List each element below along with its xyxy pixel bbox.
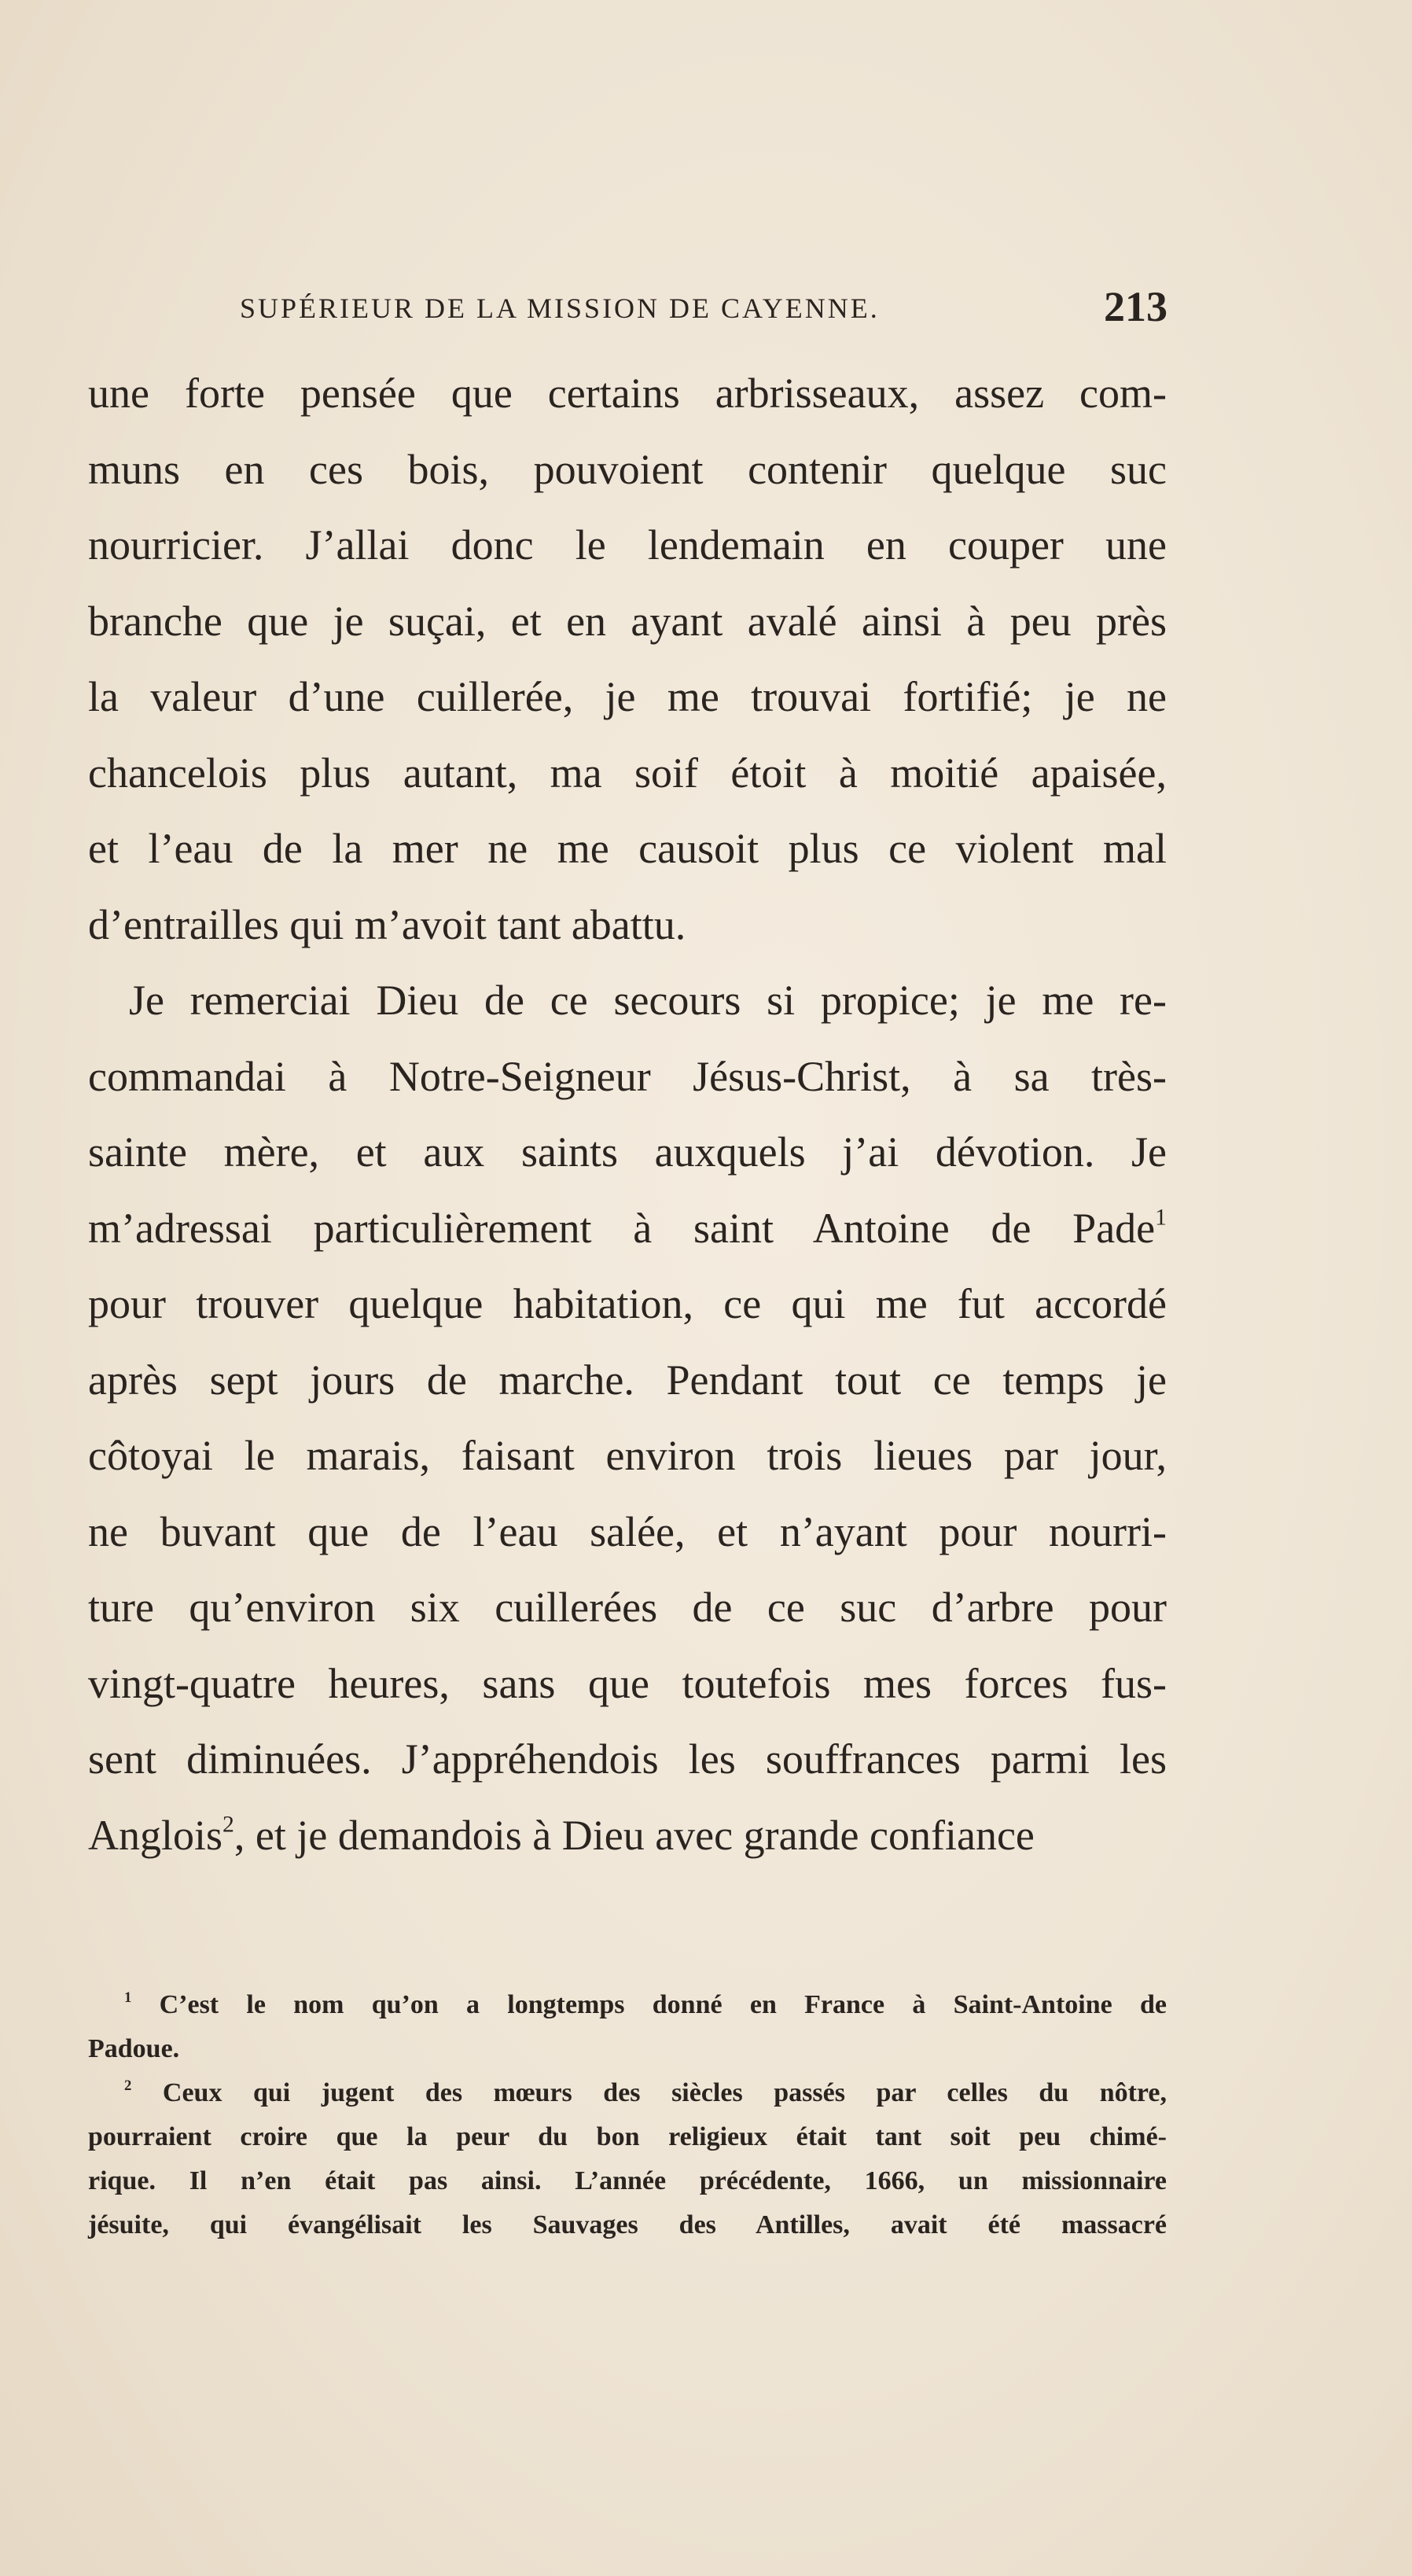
text-line: et l’eau de la mer ne me causoit plus ce violent mal — [88, 825, 1167, 872]
running-head: SUPÉRIEUR DE LA MISSION DE CAYENNE. — [240, 293, 880, 324]
text-line: nourricier. J’allai donc le lendemain en couper une — [88, 521, 1167, 569]
text-line: la valeur d’une cuillerée, je me trouvai fortifié; je ne — [88, 673, 1167, 720]
page-header — [240, 283, 1167, 342]
text-line: muns en ces bois, pouvoient contenir quelque suc — [88, 445, 1167, 493]
page-number: 213 — [1104, 283, 1167, 330]
text-line — [88, 1798, 1167, 1874]
text-line: branche que je suçai, et en ayant avalé ainsi à peu près — [88, 597, 1167, 645]
text-line: une forte pensée que certains arbrisseaux, assez com- — [88, 370, 1167, 417]
footnote-ref-2: 2 — [222, 1812, 234, 1838]
text-line-content: Anglois — [88, 1811, 223, 1859]
text-line-content: m’adressai particulièrement à saint Antoine de Pade — [88, 1204, 1156, 1252]
footnote-text: C’est le nom qu’on a longtemps donné en France à Saint-Antoine de — [159, 1990, 1167, 2019]
footnote-ref-1: 1 — [1155, 1205, 1167, 1231]
text-line: chancelois plus autant, ma soif étoit à moitié apaisée, — [88, 749, 1167, 797]
footnote-line — [88, 1983, 1167, 2027]
footnote-line: Padoue. — [88, 2034, 180, 2063]
text-line: commandai à Notre-Seigneur Jésus-Christ, à sa très- — [88, 1052, 1167, 1100]
footnote-line: rique. Il n’en était pas ainsi. L’année précédente, 1666, un missionnaire — [88, 2166, 1167, 2195]
text-line: ture qu’environ six cuillerées de ce suc d’arbre pour — [88, 1584, 1167, 1631]
footnote-marker-1: 1 — [124, 1989, 132, 2006]
text-line: vingt-quatre heures, sans que toutefois mes forces fus- — [88, 1659, 1167, 1707]
text-line: pour trouver quelque habitation, ce qui me fut accordé — [88, 1280, 1167, 1327]
text-line: après sept jours de marche. Pendant tout ce temps je — [88, 1356, 1167, 1404]
text-line: sent diminuées. J’appréhendois les souffrances parmi les — [88, 1735, 1167, 1783]
text-line: côtoyai le marais, faisant environ trois lieues par jour, — [88, 1432, 1167, 1479]
footnote-line: jésuite, qui évangélisait les Sauvages des Antilles, avait été massacré — [88, 2210, 1167, 2239]
footnote-line — [88, 2071, 1167, 2115]
text-line: Je remerciai Dieu de ce secours si propice; je me re- — [129, 977, 1167, 1024]
text-line: sainte mère, et aux saints auxquels j’ai dévotion. Je — [88, 1128, 1167, 1176]
footnotes — [88, 1983, 1167, 2247]
text-line: d’entrailles qui m’avoit tant abattu. — [88, 900, 686, 948]
footnote-text: Ceux qui jugent des mœurs des siècles passés par celles du nôtre, — [162, 2078, 1167, 2107]
text-line-content: , et je demandois à Dieu avec grande confiance — [233, 1811, 1035, 1859]
footnote-line: pourraient croire que la peur du bon religieux était tant soit peu chimé- — [88, 2122, 1167, 2151]
body-text — [88, 355, 1167, 1873]
text-line: ne buvant que de l’eau salée, et n’ayant pour nourri- — [88, 1507, 1167, 1555]
text-line — [88, 1190, 1167, 1267]
footnote-marker-2: 2 — [124, 2077, 132, 2094]
